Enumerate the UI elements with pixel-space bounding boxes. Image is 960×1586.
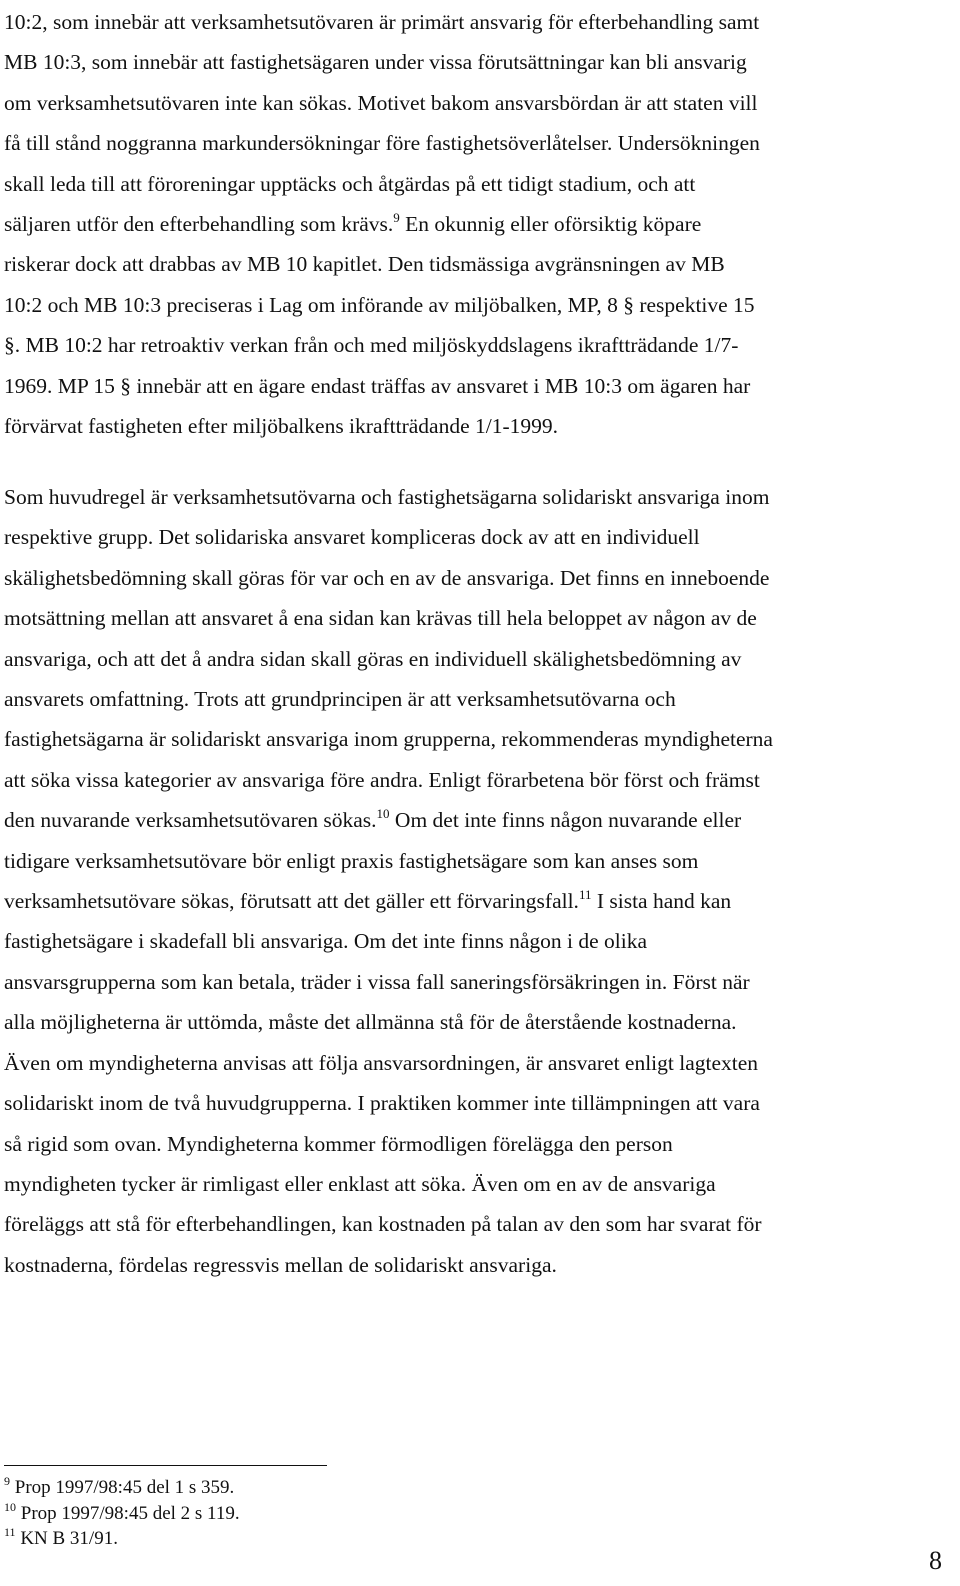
footnote-number: 10	[4, 1499, 16, 1514]
footnote-ref-9: 9	[393, 210, 400, 226]
text-line: §. MB 10:2 har retroaktiv verkan från och med miljöskyddslagens ikraftträdande 1/7-	[4, 333, 739, 358]
text-line: skälighetsbedömning skall göras för var och en av de ansvariga. Det finns en inneboende	[4, 565, 770, 590]
text-line: så rigid som ovan. Myndigheterna kommer förmodligen förelägga den person	[4, 1131, 673, 1156]
text-line-with-footnote	[4, 204, 954, 244]
page-number: 8	[929, 1546, 942, 1575]
footnote-text: Prop 1997/98:45 del 1 s 359.	[10, 1477, 235, 1498]
text-line: 10:2, som innebär att verksamhetsutövaren är primärt ansvarig för efterbehandling samt	[4, 10, 760, 34]
text-line: MB 10:3, som innebär att fastighetsägaren under vissa förutsättningar kan bli ansvarig	[4, 50, 747, 75]
text-line-start: säljaren utför den efterbehandling som krävs.	[4, 212, 394, 237]
text-line: fastighetsägare i skadefall bli ansvariga. Om det inte finns någon i de olika	[4, 929, 648, 954]
text-line: solidariskt inom de två huvudgrupperna. I praktiken kommer inte tillämpningen att vara	[4, 1091, 760, 1116]
text-line: att söka vissa kategorier av ansvariga före andra. Enligt förarbetena bör först och främst	[4, 767, 760, 792]
text-line: Som huvudregel är verksamhetsutövarna och fastighetsägarna solidariskt ansvariga inom	[4, 485, 770, 509]
footnote-separator	[4, 1465, 327, 1466]
text-line-with-footnote	[4, 881, 954, 921]
text-line: om verksamhetsutövaren inte kan sökas. Motivet bakom ansvarsbördan är att staten vill	[4, 90, 758, 115]
text-line: Även om myndigheterna anvisas att följa ansvarsordningen, är ansvaret enligt lagtexten	[4, 1050, 759, 1075]
footnote-11	[4, 1526, 240, 1552]
footnote-ref-10: 10	[376, 806, 390, 822]
footnote-text: KN B 31/91.	[15, 1528, 118, 1549]
footnotes	[4, 1475, 240, 1552]
text-line-start: den nuvarande verksamhetsutövaren sökas.	[4, 808, 377, 833]
text-line: förvärvat fastigheten efter miljöbalkens ikraftträdande 1/1-1999.	[4, 414, 559, 439]
footnote-9	[4, 1475, 240, 1501]
text-line: ansvarets omfattning. Trots att grundprincipen är att verksamhetsutövarna och	[4, 687, 676, 712]
text-line: kostnaderna, fördelas regressvis mellan de solidariskt ansvariga.	[4, 1252, 557, 1277]
text-line: motsättning mellan att ansvaret å ena sidan kan krävas till hela beloppet av någon av de	[4, 606, 757, 631]
text-line: respektive grupp. Det solidariska ansvaret kompliceras dock av att en individuell	[4, 525, 700, 550]
paragraph-1	[4, 2, 954, 446]
text-line: skall leda till att föroreningar upptäcks och åtgärdas på ett tidigt stadium, och att	[4, 171, 696, 196]
text-line: 1969. MP 15 § innebär att en ägare endast träffas av ansvaret i MB 10:3 om ägaren har	[4, 373, 751, 398]
text-line: tidigare verksamhetsutövare bör enligt praxis fastighetsägare som kan anses som	[4, 848, 699, 873]
text-line: 10:2 och MB 10:3 preciseras i Lag om införande av miljöbalken, MP, 8 § respektive 15	[4, 292, 755, 317]
footnote-text: Prop 1997/98:45 del 2 s 119.	[16, 1502, 240, 1524]
text-line-start: verksamhetsutövare sökas, förutsatt att det gäller ett förvaringsfall.	[4, 889, 579, 914]
text-line-tail: Om det inte finns någon nuvarande eller	[389, 808, 742, 833]
text-line-with-footnote	[4, 800, 954, 840]
text-line: alla möjligheterna är uttömda, måste det allmänna stå för de återstående kostnaderna.	[4, 1010, 737, 1035]
text-line: myndigheten tycker är rimligast eller enklast att söka. Även om en av de ansvariga	[4, 1171, 716, 1196]
footnote-ref-11: 11	[578, 887, 592, 903]
text-line: föreläggs att stå för efterbehandlingen, kan kostnaden på talan av den som har svarat för	[4, 1212, 762, 1237]
text-line: ansvarsgrupperna som kan betala, träder i vissa fall saneringsförsäkringen in. Först när	[4, 969, 750, 994]
footnote-number: 9	[4, 1474, 10, 1488]
footnote-10	[4, 1501, 240, 1527]
footnote-number: 11	[4, 1525, 16, 1539]
text-line-tail: En okunnig eller oförsiktig köpare	[399, 212, 702, 237]
paragraph-2	[4, 477, 954, 1285]
text-line-tail: I sista hand kan	[591, 889, 732, 914]
text-line: ansvariga, och att det å andra sidan skall göras en individuell skälighetsbedömning av	[4, 646, 742, 671]
text-line: riskerar dock att drabbas av MB 10 kapitlet. Den tidsmässiga avgränsningen av MB	[4, 252, 725, 277]
text-line: få till stånd noggranna markundersökningar före fastighetsöverlåtelser. Undersökningen	[4, 131, 760, 156]
text-line: fastighetsägarna är solidariskt ansvariga inom grupperna, rekommenderas myndigheterna	[4, 727, 773, 752]
